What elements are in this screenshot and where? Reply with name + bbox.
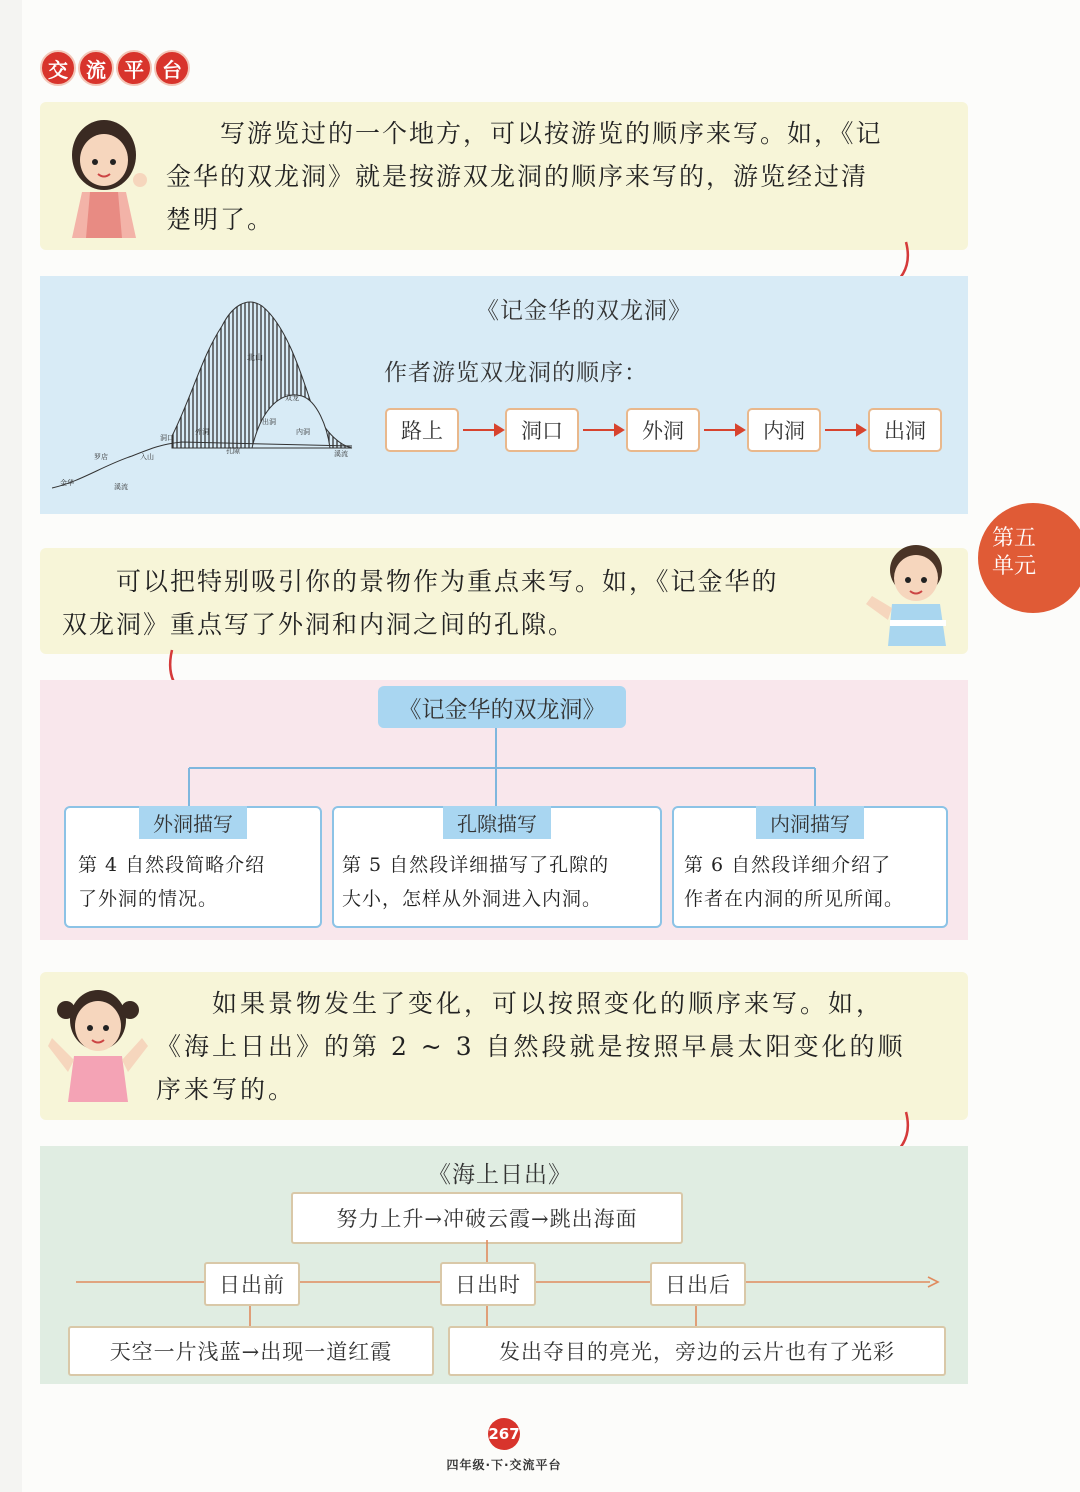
card-line: 第 4 自然段简略介绍 (78, 854, 266, 876)
tip-text-3 (156, 982, 906, 1111)
footer-caption: 四年级·下·交流平台 (446, 1458, 562, 1472)
card-tag: 孔隙描写 (443, 806, 551, 839)
map-label: 溪流 (114, 483, 128, 491)
route-step: 洞口 (505, 408, 579, 452)
text-line: 写游览过的一个地方，可以按游览的顺序来写。如，《记 (166, 119, 883, 148)
text-line: 楚明了。 (166, 205, 275, 234)
route-step: 外洞 (626, 408, 700, 452)
map-label: 入山 (140, 453, 154, 461)
focus-title: 《记金华的双龙洞》 (378, 686, 626, 728)
card-body (78, 848, 312, 916)
card-line: 第 6 自然段详细介绍了 (684, 854, 892, 876)
section-header-badges (40, 50, 190, 86)
card-line: 大小，怎样从外洞进入内洞。 (342, 888, 603, 910)
timeline-stage: 日出时 (440, 1262, 536, 1306)
girl-illustration-icon (52, 110, 162, 240)
focus-card-gap (332, 806, 662, 928)
map-label: 溪流 (334, 450, 348, 458)
route-step: 内洞 (747, 408, 821, 452)
card-body (684, 848, 938, 916)
sunrise-title: 《海上日出》 (428, 1162, 572, 1188)
route-title: 《记金华的双龙洞》 (476, 298, 692, 324)
map-label: 金华 (60, 479, 74, 487)
route-arrows (455, 418, 875, 442)
unit-badge-line: 单元 (992, 554, 1037, 579)
card-tag: 内洞描写 (756, 806, 864, 839)
route-step: 出洞 (868, 408, 942, 452)
sunrise-before-box: 天空一片浅蓝→出现一道红霞 (68, 1326, 434, 1376)
text-line: 金华的双龙洞》就是按游双龙洞的顺序来写的，游览经过清 (166, 162, 869, 191)
mountain-map-illustration (52, 296, 362, 496)
text-line: 序来写的。 (156, 1075, 297, 1104)
route-step: 路上 (385, 408, 459, 452)
text-line: 可以把特别吸引你的景物作为重点来写。如，《记金华的 (62, 567, 779, 596)
header-char: 流 (78, 50, 114, 86)
page-number: 267 (488, 1418, 520, 1450)
tip-text-1 (166, 112, 883, 241)
header-char: 台 (154, 50, 190, 86)
header-char: 平 (116, 50, 152, 86)
boy-illustration-icon (858, 538, 958, 648)
tip-text-2 (62, 560, 779, 646)
unit-badge-line: 第五 (992, 526, 1037, 551)
card-body (342, 848, 652, 916)
girl-pigtails-illustration-icon (46, 980, 150, 1104)
map-label: 北山 (247, 353, 263, 362)
sunrise-top-box: 努力上升→冲破云霞→跳出海面 (291, 1192, 683, 1244)
sunrise-after-box: 发出夺目的亮光，旁边的云片也有了光彩 (448, 1326, 946, 1376)
card-line: 了外洞的情况。 (78, 888, 219, 910)
text-line: 如果景物发生了变化，可以按照变化的顺序来写。如， (156, 989, 885, 1018)
focus-card-outer-cave (64, 806, 322, 928)
focus-card-inner-cave (672, 806, 948, 928)
map-label: 外洞 (195, 428, 209, 436)
map-label: 洞口 (160, 434, 174, 442)
map-label: 罗店 (94, 453, 108, 461)
text-line: 《海上日出》的第 2 ~ 3 自然段就是按照早晨太阳变化的顺 (156, 1032, 906, 1061)
tree-connector-lines (40, 726, 968, 816)
header-char: 交 (40, 50, 76, 86)
map-label: 内洞 (296, 428, 310, 436)
route-subtitle: 作者游览双龙洞的顺序： (384, 360, 648, 386)
map-label: 出洞 (262, 418, 276, 426)
text-line: 双龙洞》重点写了外洞和内洞之间的孔隙。 (62, 610, 576, 639)
card-line: 第 5 自然段详细描写了孔隙的 (342, 854, 610, 876)
map-label: 双龙 (285, 394, 299, 402)
timeline-stage: 日出前 (204, 1262, 300, 1306)
card-tag: 外洞描写 (139, 806, 247, 839)
timeline-stage: 日出后 (650, 1262, 746, 1306)
map-label: 孔隙 (226, 447, 240, 455)
card-line: 作者在内洞的所见所闻。 (684, 888, 905, 910)
unit-badge (978, 503, 1080, 613)
